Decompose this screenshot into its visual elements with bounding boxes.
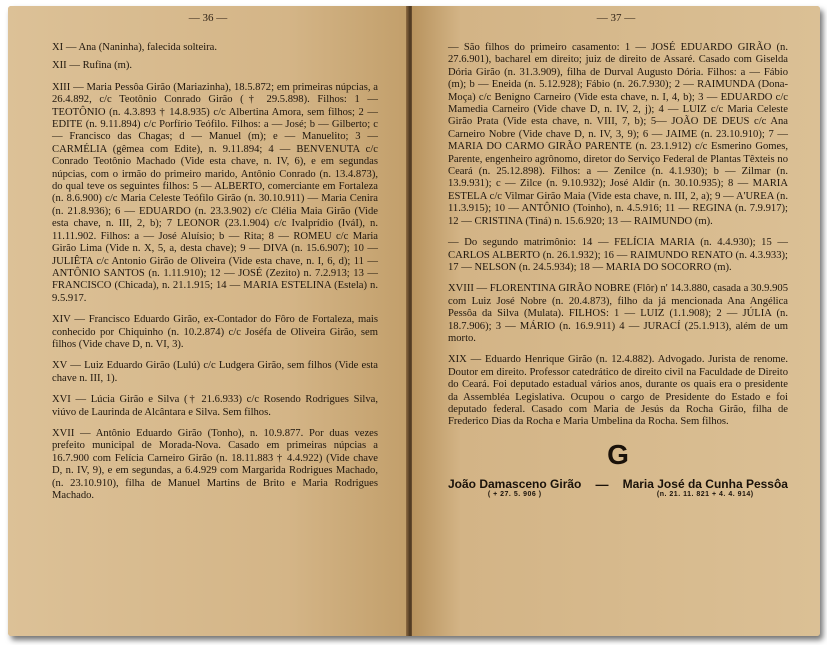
paragraph: XII — Rufina (m). <box>52 60 133 72</box>
left-page <box>8 6 408 636</box>
right-page <box>412 6 820 636</box>
wife-name: Maria José da Cunha Pessôa <box>622 476 788 491</box>
paragraph: XVII — Antônio Eduardo Girão (Tonho), n. 10.9.877. Por duas vezes prefeito municipal de Morada-Nova. Casado em primeiras núpcias a 16.7.900 com Felícia Carneiro Girão (n. 18.11.883 † 4.4.922) (Vide chave D, n. IV, 9), e em segundas, a 6.4.929 com Margarida Rodrigues Machado, (n. 23.10.910), filha de Manuel Martins de Brito e Maria Rodrigues Machado. <box>52 427 378 501</box>
wife-dates: (n. 21. 11. 821 + 4. 4. 914) <box>656 490 754 498</box>
husband <box>448 477 581 498</box>
wife <box>623 477 788 498</box>
paragraph: XVI — Lúcia Girão e Silva († 21.6.933) c/c Rosendo Rodrigues Silva, viúvo de Laurinda de Alcântara e Silva. Sem filhos. <box>52 394 378 418</box>
paragraph: — São filhos do primeiro casamento: 1 — JOSÉ EDUARDO GIRÃO (n. 27.6.901), bacharel em direito; juiz de direito de Assaré. Casado com Giselda Dória Girão (n. 31.3.909), filha de Durval Augusto Dória. Filhos: a — Fábio (m); b — Eneida (n. 5.12.928); Fábio (n. 26.7.930); 2 — RAIMUNDA (Dona-Moça) c/c Benigno Carneiro (Vide esta chave, n. I, 4, b); 3 — EDUARDO c/c Mamedia Carneiro (Vide chave D, n. IV, 2, j); 4 — LUIZ c/c Maria Celeste Girão Prata (Vide esta chave, n. VIII, 7, b); 5— JOÃO DE DEUS c/c Ana Carneiro Nobre (Vide chave D, n. IV, 3, 9); 6 — JAIME (n. 23.10.910); 7 — MARIA DO CARMO GIRÃO PARENTE (n. 23.1.912) c/c Esmerino Gomes, Parente, engenheiro agrônomo, diretor do Serviço Federal de Plantas Têxteis no Ceará (n. 25.12.898). Filhos: a — Zenilce (n. 4.1.930); b — Zilmar (n. 13.9.931); c — Zilce (n. 9.10.932); José Aldir (n. 30.10.935); 8 — MARIA ESTELA c/c Vilmar Girão Maia (Vide esta chave, n. III, 2, a); 9 — A'UREA (n. 11.3.915); 10 — ANTÔNIO (Toinho), n. 4.5.916; 11 — REGINA (n. 7.9.917); 12 — CRISTINA (Tiná) n. 15.6.920; 13 — RAIMUNDO (m). <box>448 42 788 227</box>
paragraph: XV — Luiz Eduardo Girão (Lulú) c/c Ludgera Girão, sem filhos (Vide esta chave n. III, 1). <box>52 360 378 384</box>
paragraph: XVIII — FLORENTINA GIRÃO NOBRE (Flôr) n' 14.3.880, casada a 30.9.905 com Luiz José Nobre (n. 20.4.873), filho da já mencionada Ana Angélica Pessôa da Silva (Mulata). FILHOS: 1 — LUIZ (1.1.908); 2 — JÚLIA (n. 18.7.906); 3 — MÁRIO (n. 16.9.911) 4 — JURACÍ (25.1.913), além de um morto. <box>448 283 788 344</box>
couple-dash: — <box>595 476 609 492</box>
paragraph: XIII — Maria Pessôa Girão (Mariazinha), 18.5.872; em primeiras núpcias, a 26.4.892, c/c Teotônio Conrado Girão († 29.5.898). Filhos: 1 — TEOTÔNIO (n. 4.3.893 † 14.8.935) c/c Albertina Amora, sem filhos; 2 — EDITE (n. 9.11.894) c/c Porfírio Teófilo. Filhos: a — José; b — Gilberto; c — Francisco das Chagas; d — Manuel (m); e — Manuelito; 3 — CARMÉLIA (gêmea com Edite), n. 9.11.894; 4 — BENVENUTA c/c Conrado Teotônio Machado (Vide esta chave, n. IV, 6), e em segundas núpcias, com o irmão do primeiro marido, Antônio Conrado (n. 13.4.873), do qual teve os seguintes filhos: 5 — ALBERTO, comerciante em Fortaleza (n. 8.6.900) c/c Maria Celeste Teófilo Girão (n. 30.10.911) — Maria Cenira (n. 21.8.936); 6 — EDUARDO (n. 23.3.902) c/c Clélia Maia Girão (Vide esta chave, n. III, 2, b); 7 LEONOR (23.1.904) c/c Ivalprídio (IváI), n. 11.11.902. Filhos: a — José Aluísio; b — Rita; 8 — ROMEU c/c Maria Girão Lima (Vide n. X, 5, a, desta chave); 9 — DIVA (n. 15.6.907); 10 — JULIÊTA c/c Antonio Girão de Oliveira (Vide esta chave, n. I, 6, d); 11 — ANTÔNIO SANTOS (n. 1.11.910); 12 — JOSÉ (Zezito) n. 7.2.913; 13 — FRANCISCO (Chicada), n. 21.1.915; 14 — MARIA ESTELINA (Estela) n. 9.5.917. <box>52 81 378 304</box>
paragraph: XIV — Francisco Eduardo Girão, ex-Contador do Fôro de Fortaleza, mais conhecido por Chiquinho (n. 10.2.874) c/c Joséfa de Oliveira Girão, sem filhos (Vide chave D, n. VI, 3). <box>52 314 378 350</box>
page-text <box>448 42 788 498</box>
page-number: — 37 — <box>596 12 636 24</box>
section-letter: G <box>607 438 629 470</box>
page-number: — 36 — <box>188 12 228 24</box>
page-text <box>52 42 378 511</box>
paragraph: XI — Ana (Naninha), falecida solteira. <box>52 42 218 53</box>
husband-name: João Damasceno Girão <box>448 476 582 491</box>
husband-dates: ( + 27. 5. 906 ) <box>487 490 542 498</box>
paragraph: XIX — Eduardo Henrique Girão (n. 12.4.882). Advogado. Jurista de renome. Doutor em direito. Professor catedrático de direito civil na Faculdade de Direito do Ceará. Foi deputado estadual vários anos, durante os quais era o presidente da Assembléa Legislativa. Ocupou o cargo de Presidente do Estado e foi deputado federal. Casado com Maria de Jesús da Rocha Girão, filha de Frederico Dias da Rocha e Maria Umbelina da Rocha. Sem filhos. <box>448 354 788 428</box>
couple-heading <box>448 477 788 498</box>
book-spread <box>8 6 820 636</box>
paragraph: — Do segundo matrimônio: 14 — FELÍCIA MARIA (n. 4.4.930); 15 — CARLOS ALBERTO (n. 26.1.932); 16 — RAIMUNDO RENATO (n. 4.3.933); 17 — NELSON (n. 24.5.934); 18 — MARIA DO SOCORRO (m). <box>448 237 788 273</box>
